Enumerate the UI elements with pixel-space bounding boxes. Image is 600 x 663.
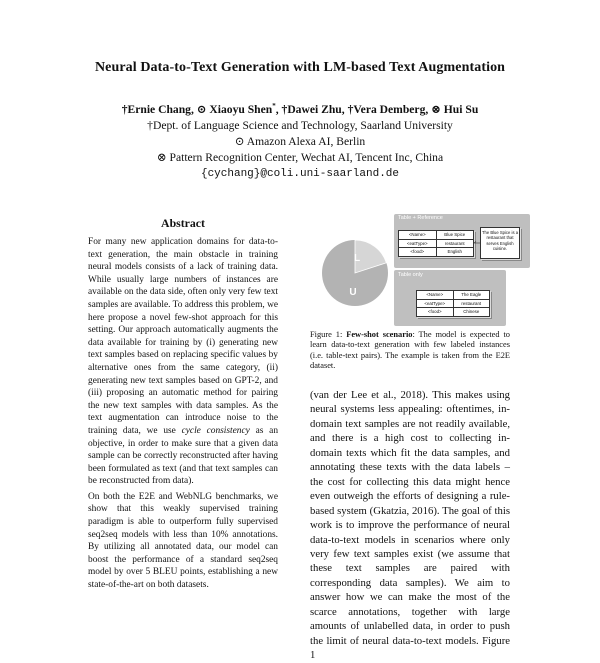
figure-1 xyxy=(318,214,518,326)
pie-label-labeled: L xyxy=(353,253,361,264)
table-row: <food> Chinese xyxy=(417,308,489,316)
paper-title: Neural Data-to-Text Generation with LM-based Text Augmentation xyxy=(94,60,506,75)
table-row: <food> English xyxy=(399,248,473,256)
table-row: <eatType> restaurant xyxy=(417,300,489,309)
author-email: {cychang}@coli.uni-saarland.de xyxy=(200,167,400,180)
table-labeled xyxy=(398,230,474,257)
table-row: <Name> The Eagle xyxy=(417,291,489,300)
author-5: ⊗ Hui Su xyxy=(431,102,479,116)
panel-label-table-only: Table only xyxy=(398,272,423,278)
table-row: <Name> Blue Spice xyxy=(399,231,473,240)
table-row: <eatType> restaurant xyxy=(399,240,473,249)
abstract-paragraph-1: For many new application domains for data-to-text generation, the main obstacle in training neural models consists of a lack of training data. While usually large numbers of instances are available on the data side, often only very few text samples are available. To address this problem, we here propose a novel few-shot approach for this setting. Our approach automatically augments the data available for training by (i) generating new text samples based on replacing specific values by alternative ones from the same category, (ii) generating new text samples based on GPT-2, and (iii) proposing an automatic method for pairing the new text samples with data samples. As the text augmentation can introduce noise to the training data, we use cycle consistency as an objective, in order to make sure that a given data sample can be correctly reconstructed after having been formulated as text (and that text samples can be reconstructed from data). xyxy=(88,237,279,487)
abstract-paragraph-2: On both the E2E and WebNLG benchmarks, we show that this weakly supervised training paradigm is able to outperform fully supervised seq2seq models with less than 10% annotations. By utilizing all annotated data, our model can boost the performance of a standard seq2seq model by over 5 BLEU points, establishing a new state-of-the-art on both datasets. xyxy=(88,491,278,591)
author-4: †Vera Demberg, xyxy=(347,102,429,116)
abstract-body xyxy=(88,236,278,595)
author-names xyxy=(0,98,600,118)
author-2: ⊙ Xiaoyu Shen*, xyxy=(196,102,279,116)
body-text-right-column: (van der Lee et al., 2018). This makes using neural systems less appealing: oftentimes, in-domain text samples are not readily available, and there is a high cost to collecting in-domain texts which fit the data samples, and annotating these texts with the data labels – the cost for collecting this data might hence even outweigh the efforts of designing a rule-based system (Gkatzia, 2016). The goal of this work is to improve the performance of neural data-to-text models in scenarios where only very few text samples exist (we assume that these text samples are paired with corresponding data samples). We aim to answer how we can make the most of the scarce annotations, together with large amounts of unlabelled data, in order to push the limit of neural data-to-text models. Figure 1 xyxy=(310,389,510,662)
figure-caption: Figure 1: Few-shot scenario: The model is expected to learn data-to-text generation with few labeled instances (i.e. table-text pairs). The example is taken from the E2E dataset. xyxy=(310,330,510,371)
panel-label-table-reference: Table + Reference xyxy=(398,215,443,221)
author-1: †Ernie Chang, xyxy=(121,102,194,116)
table-unlabeled xyxy=(416,290,490,317)
affiliation-3: ⊗ Pattern Recognition Center, Wechat AI, Tencent Inc, China xyxy=(156,150,444,164)
abstract-heading: Abstract xyxy=(161,216,205,230)
affiliation-2: ⊙ Amazon Alexa AI, Berlin xyxy=(234,134,366,148)
pie-label-unlabeled: U xyxy=(349,287,357,298)
author-block xyxy=(0,98,600,182)
affiliation-1: †Dept. of Language Science and Technology, Saarland University xyxy=(147,118,453,132)
author-3: †Dawei Zhu, xyxy=(281,102,345,116)
reference-text-box: The Blue Spice is a restaurant that serves English cuisine. xyxy=(480,227,520,259)
pie-chart xyxy=(320,238,390,308)
